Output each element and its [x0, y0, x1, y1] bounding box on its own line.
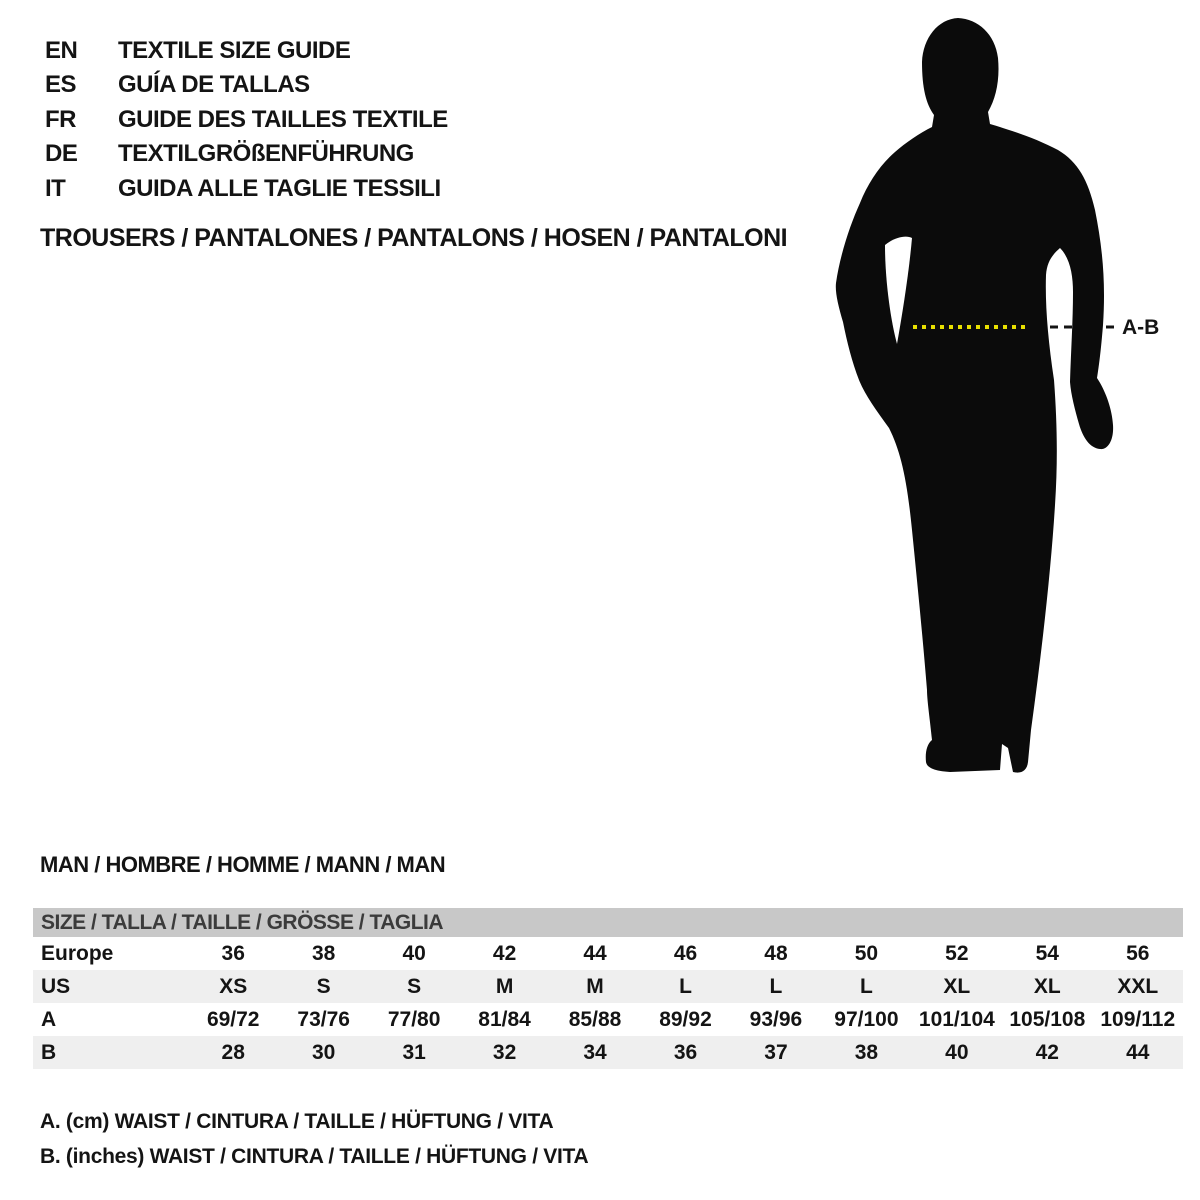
language-code: FR [45, 105, 76, 133]
table-cell: L [679, 975, 692, 998]
table-cell: 105/108 [1009, 1008, 1086, 1031]
size-table [33, 908, 1183, 1069]
table-row-label: US [41, 975, 71, 998]
table-cell: 109/112 [1100, 1008, 1176, 1031]
table-cell: 81/84 [478, 1008, 531, 1031]
table-cell: 46 [673, 942, 698, 965]
table-cell: 36 [673, 1041, 698, 1064]
footnote-line: A. (cm) WAIST / CINTURA / TAILLE / HÜFTUNG / VITA [40, 1110, 554, 1133]
language-row [45, 68, 448, 102]
language-label: GUIDE DES TAILLES TEXTILE [118, 105, 448, 133]
table-cell: XS [219, 975, 248, 998]
measure-label: A-B [1122, 316, 1160, 339]
size-table-body [33, 937, 1183, 1069]
table-cell: 73/76 [297, 1008, 350, 1031]
table-cell: M [586, 975, 604, 998]
language-row [45, 34, 448, 68]
table-cell: 44 [583, 942, 607, 965]
table-row [33, 937, 1183, 970]
language-guide [45, 34, 448, 206]
table-cell: 44 [1126, 1041, 1150, 1064]
table-row-label: B [41, 1041, 57, 1064]
language-label: GUÍA DE TALLAS [118, 71, 310, 99]
table-cell: 89/92 [659, 1008, 712, 1031]
table-cell: S [407, 975, 422, 998]
table-row [33, 1036, 1183, 1069]
table-cell: M [495, 975, 514, 998]
table-cell: 34 [583, 1041, 607, 1064]
table-cell: 101/104 [918, 1008, 995, 1031]
table-row [33, 970, 1183, 1003]
table-cell: 40 [402, 942, 426, 965]
table-cell: 38 [854, 1041, 879, 1064]
man-figure [680, 0, 1160, 800]
table-cell: 42 [1035, 1041, 1059, 1064]
table-cell: 85/88 [568, 1008, 622, 1031]
table-cell: 42 [492, 942, 517, 965]
table-cell: 48 [764, 942, 788, 965]
table-cell: 50 [854, 942, 879, 965]
language-row [45, 137, 448, 171]
table-cell: 97/100 [834, 1008, 899, 1031]
table-cell: 93/96 [749, 1008, 803, 1031]
language-row [45, 103, 448, 137]
size-table-header: SIZE / TALLA / TAILLE / GRÖSSE / TAGLIA [33, 908, 1183, 937]
man-silhouette [836, 18, 1113, 773]
table-cell: S [316, 975, 331, 998]
table-row-label: Europe [41, 942, 114, 965]
table-row-label: A [41, 1008, 57, 1031]
language-code: DE [45, 140, 78, 168]
language-label: TEXTILGRÖßENFÜHRUNG [118, 140, 414, 168]
table-cell: 30 [312, 1041, 336, 1064]
table-cell: 28 [221, 1041, 245, 1064]
footnote-line: B. (inches) WAIST / CINTURA / TAILLE / HÜFTUNG / VITA [40, 1145, 589, 1168]
category-title: TROUSERS / PANTALONES / PANTALONS / HOSEN / PANTALONI [40, 224, 788, 252]
table-cell: 31 [402, 1041, 426, 1064]
language-row [45, 172, 448, 206]
table-cell: L [859, 975, 873, 998]
footnotes [40, 1111, 588, 1181]
language-label: GUIDA ALLE TAGLIE TESSILI [118, 174, 441, 202]
language-label: TEXTILE SIZE GUIDE [118, 37, 351, 64]
table-cell: 32 [492, 1041, 517, 1064]
table-cell: XL [943, 975, 971, 998]
table-cell: 37 [764, 1041, 788, 1064]
table-cell: 40 [945, 1041, 969, 1064]
section-title: MAN / HOMBRE / HOMME / MANN / MAN [40, 852, 446, 877]
language-code: IT [45, 174, 66, 202]
language-code: ES [45, 71, 77, 99]
table-cell: 38 [312, 942, 336, 965]
table-cell: 54 [1035, 942, 1059, 965]
table-cell: L [769, 975, 783, 998]
table-cell: 69/72 [206, 1008, 260, 1031]
table-cell: 77/80 [387, 1008, 441, 1031]
language-code: EN [45, 37, 78, 64]
table-cell: 56 [1126, 942, 1150, 965]
table-cell: 36 [221, 942, 245, 965]
table-row [33, 1003, 1183, 1036]
table-cell: XL [1033, 975, 1061, 998]
table-cell: XXL [1117, 975, 1159, 998]
table-cell: 52 [945, 942, 969, 965]
